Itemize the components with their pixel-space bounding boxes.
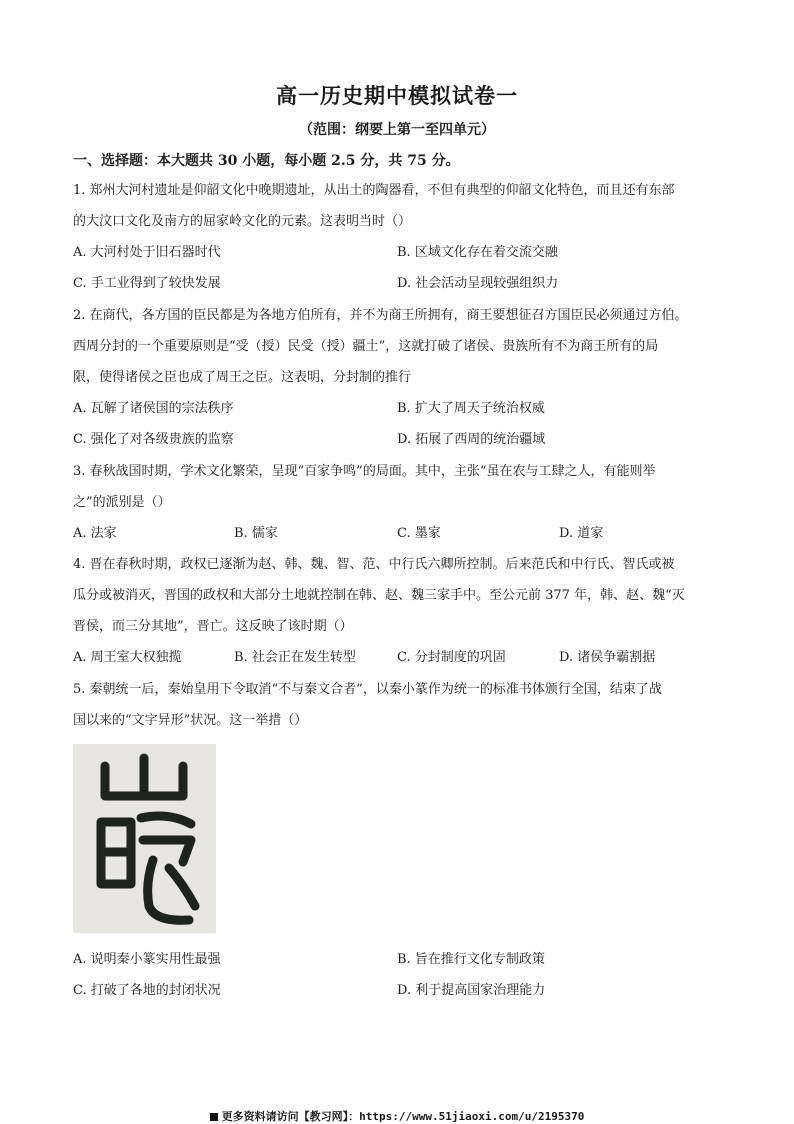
question-5-option-c: C. 打破了各地的封闭状况 xyxy=(73,983,221,998)
page-subtitle: （范围：纲要上第一至四单元） xyxy=(299,122,495,138)
question-1-option-d: D. 社会活动呈现较强组织力 xyxy=(397,276,559,291)
seal-script-image xyxy=(73,744,216,933)
question-4-option-c: C. 分封制度的巩固 xyxy=(397,650,506,665)
question-3-option-d: D. 道家 xyxy=(559,526,604,541)
question-4-option-a: A. 周王室大权独揽 xyxy=(73,650,182,665)
question-2-line-3: 限，使得诸侯之臣也成了周王之臣。这表明，分封制的推行 xyxy=(73,370,412,385)
question-2-option-c: C. 强化了对各级贵族的监察 xyxy=(73,432,234,447)
question-1-line-2: 的大汶口文化及南方的屈家岭文化的元素。这表明当时（） xyxy=(73,214,412,229)
footer xyxy=(0,1108,794,1124)
question-2-option-d: D. 拓展了西周的统治疆域 xyxy=(397,432,546,447)
question-4-line-3: 晋侯，而三分其地”，晋亡。这反映了该时期（） xyxy=(73,619,353,634)
question-2-line-1: 2. 在商代，各方国的臣民都是为各地方伯所有，并不为商王所拥有，商王要想征召方国臣民必须通过方伯。 xyxy=(73,308,688,323)
question-5-option-d: D. 利于提高国家治理能力 xyxy=(397,983,546,998)
question-3-line-2: 之”的派别是（） xyxy=(73,495,171,510)
question-5-option-b: B. 旨在推行文化专制政策 xyxy=(397,952,545,967)
question-4-line-2: 瓜分或被消灭，晋国的政权和大部分土地就控制在韩、赵、魏三家手中。至公元前 377 年，韩、赵、魏“灭 xyxy=(73,588,685,603)
question-4-line-1: 4. 晋在春秋时期，政权已逐渐为赵、韩、魏、智、范、中行氏六卿所控制。后来范氏和中行氏、智氏或被 xyxy=(73,557,675,572)
question-4-option-b: B. 社会正在发生转型 xyxy=(234,650,356,665)
seal-script-character xyxy=(73,744,216,933)
question-2-option-a: A. 瓦解了诸侯国的宗法秩序 xyxy=(73,401,234,416)
question-1-option-a: A. 大河村处于旧石器时代 xyxy=(73,245,221,260)
question-4-option-d: D. 诸侯争霸割据 xyxy=(559,650,656,665)
section-heading: 一、选择题：本大题共 30 小题，每小题 2.5 分，共 75 分。 xyxy=(73,153,460,169)
question-1-option-b: B. 区域文化存在着交流交融 xyxy=(397,245,558,260)
question-3-line-1: 3. 春秋战国时期，学术文化繁荣，呈现“百家争鸣”的局面。其中，主张“虽在农与工肆之人，有能则举 xyxy=(73,464,656,479)
question-2-line-2: 西周分封的一个重要原则是“受（授）民受（授）疆土”，这就打破了诸侯、贵族所有不为商王所有的局 xyxy=(73,339,659,354)
question-3-option-b: B. 儒家 xyxy=(234,526,278,541)
question-3-option-c: C. 墨家 xyxy=(397,526,441,541)
question-2-option-b: B. 扩大了周天子统治权威 xyxy=(397,401,545,416)
question-5-line-1: 5. 秦朝统一后，秦始皇用下令取消“不与秦文合者”，以秦小篆作为统一的标准书体颁行全国，结束了战 xyxy=(73,682,662,697)
question-1-line-1: 1. 郑州大河村遗址是仰韶文化中晚期遗址，从出土的陶器看，不但有典型的仰韶文化特色，而且还有东部 xyxy=(73,183,675,198)
footer-link[interactable]: 更多资料请访问【教习网】：https://www.51jiaoxi.com/u/2195370 xyxy=(221,1110,585,1123)
question-1-option-c: C. 手工业得到了较快发展 xyxy=(73,276,221,291)
question-5-line-2: 国以来的“文字异形”状况。这一举措（） xyxy=(73,713,308,728)
flag-icon xyxy=(210,1113,218,1121)
question-5-option-a: A. 说明秦小篆实用性最强 xyxy=(73,952,221,967)
question-3-option-a: A. 法家 xyxy=(73,526,117,541)
page-title: 高一历史期中模拟试卷一 xyxy=(276,83,518,108)
